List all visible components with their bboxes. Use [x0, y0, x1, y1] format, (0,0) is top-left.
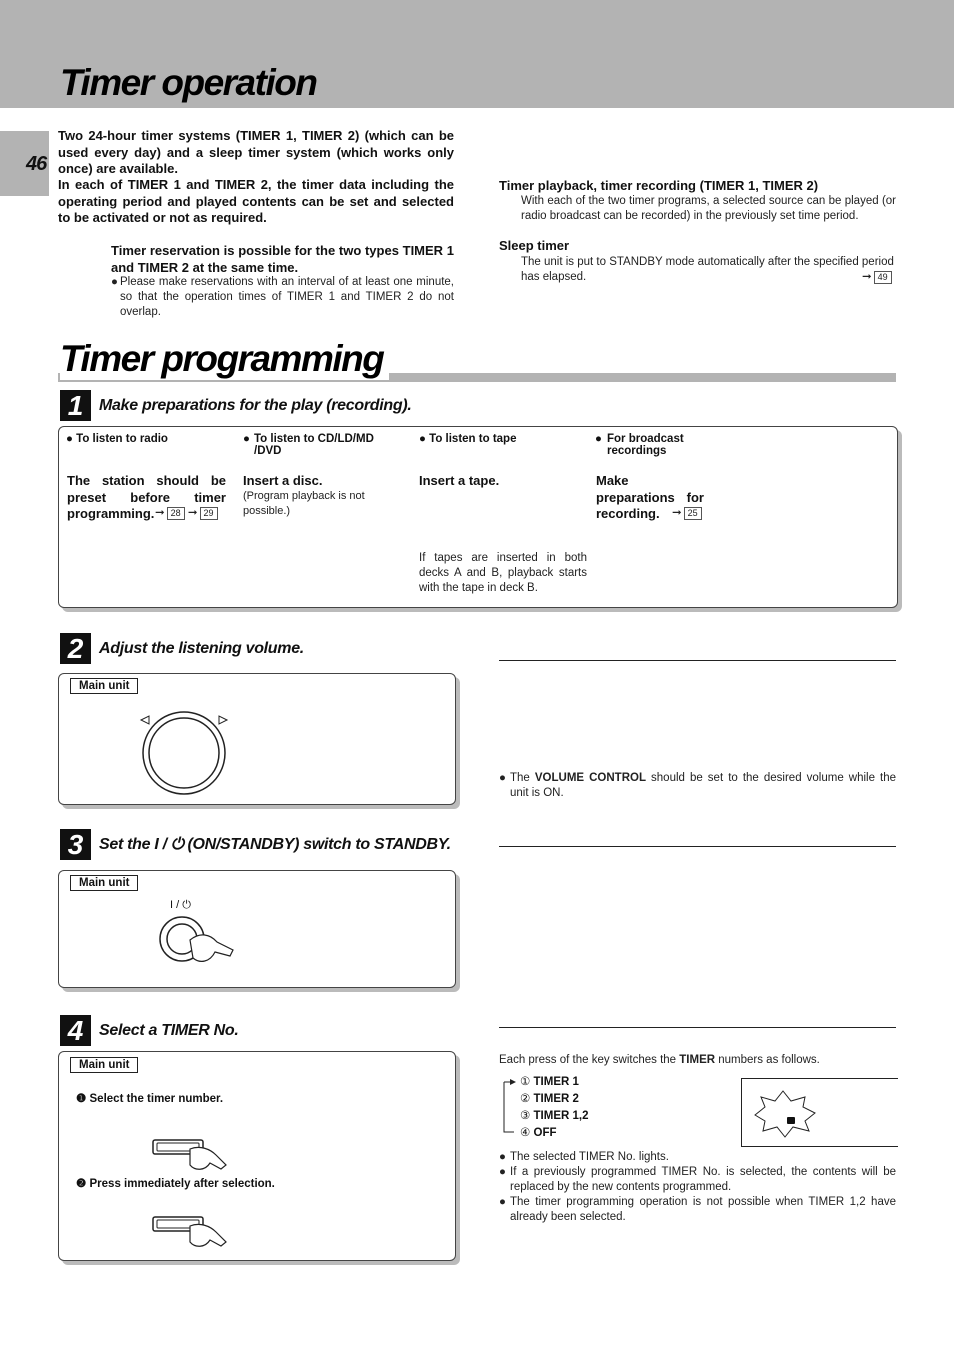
timer-key-hand-icon	[150, 1212, 235, 1254]
main-unit-label: Main unit	[70, 678, 138, 694]
page-title: Timer operation	[60, 62, 317, 103]
col-broadcast-ref: ➞ 25	[672, 506, 702, 521]
main-unit-label: Main unit	[70, 875, 138, 891]
bullet-item: ● The timer programming operation is not possible when TIMER 1,2 have already been selected.	[499, 1196, 896, 1223]
lit-indicator-icon	[747, 1089, 827, 1139]
reservation-note-text: Please make reservations with an interval of at least one minute, so that the operation times of TIMER 1 and TIMER 2 do not overlap.	[120, 276, 454, 318]
col-radio-head-text: To listen to radio	[76, 433, 168, 445]
col-broadcast-head: ● For broadcast recordings	[595, 433, 705, 457]
col-disc-head-text: To listen to CD/LD/MD /DVD	[254, 433, 374, 457]
step-4-sub-1	[76, 1091, 223, 1105]
sub-number: ❷	[76, 1178, 87, 1190]
col-radio-head: ● To listen to radio	[66, 433, 168, 445]
cycle-item: ② TIMER 2	[520, 1093, 579, 1105]
bullet-item: ● If a previously programmed TIMER No. is selected, the contents will be replaced by the new contents programmed.	[499, 1166, 896, 1193]
page-ref: 25	[684, 507, 702, 520]
page-number: 46	[26, 153, 47, 175]
step-4-sub-2	[76, 1176, 275, 1190]
col-disc-head: ● To listen to CD/LD/MD /DVD	[243, 433, 403, 457]
section-title: Timer programming	[60, 338, 389, 380]
col-broadcast-head-text: For broadcast recordings	[607, 433, 684, 457]
col-disc-body: Insert a disc.	[243, 473, 323, 488]
page-ref: 29	[200, 507, 218, 520]
cycle-arrow-icon	[500, 1076, 520, 1140]
step-4-number: 4	[60, 1015, 91, 1046]
timer-key-hand-icon	[150, 1135, 235, 1175]
text: numbers as follows.	[715, 1054, 820, 1066]
sub-number: ❶	[76, 1093, 87, 1105]
main-unit-label: Main unit	[70, 1057, 138, 1073]
volume-knob-icon	[135, 710, 235, 800]
intro-paragraph-2: In each of TIMER 1 and TIMER 2, the timer data including the operating period and played contents can be set and selected to be activated or not as required.	[58, 177, 454, 225]
cycle-item: ③ TIMER 1,2	[520, 1110, 589, 1122]
sleep-title: Sleep timer	[499, 238, 570, 253]
step-2-title: Adjust the listening volume.	[99, 640, 304, 657]
col-radio-body: The station should be preset before timer programming.	[67, 473, 226, 521]
sub-text: Select the timer number.	[89, 1093, 224, 1105]
step-4-title: Select a TIMER No.	[99, 1022, 239, 1039]
col-broadcast-body: Make preparations for recording.	[596, 473, 704, 521]
divider-line	[499, 1027, 896, 1028]
col-tape-body: Insert a tape.	[419, 473, 500, 488]
display-panel	[741, 1078, 898, 1147]
divider-line	[499, 846, 896, 847]
sleep-text: The unit is put to STANDBY mode automatically after the specified period has elapsed.	[521, 256, 894, 283]
step-1-number: 1	[60, 390, 91, 421]
note-text: The	[510, 772, 535, 784]
timer-cycle-list	[520, 1074, 588, 1142]
col-tape-note: If tapes are inserted in both decks A and B, playback starts with the tape in deck B.	[419, 552, 587, 594]
step-3-title: Set the I / ⏻ (ON/STANDBY) switch to STANDBY.	[99, 836, 451, 853]
sleep-ref: ➞ 49	[862, 270, 892, 285]
reservation-note	[111, 275, 454, 320]
bold-text: TIMER	[679, 1054, 716, 1066]
timer-text: With each of the two timer programs, a selected source can be played (or radio broadcast can be recorded) in the previously set time period.	[521, 195, 896, 222]
each-press-text	[499, 1053, 820, 1068]
bullet-icon: ●	[111, 276, 118, 288]
col-tape-head: ● To listen to tape	[419, 433, 517, 445]
note-bold: VOLUME CONTROL	[534, 772, 646, 784]
cycle-item: ④ OFF	[520, 1127, 557, 1139]
col-radio-refs: ➞ 28 ➞ 29	[155, 506, 218, 521]
bullet-item: ● The selected TIMER No. lights.	[499, 1151, 669, 1163]
cycle-item: ① TIMER 1	[520, 1076, 579, 1088]
divider-line	[499, 660, 896, 661]
reservation-title: Timer reservation is possible for the two types TIMER 1 and TIMER 2 at the same time.	[111, 243, 454, 275]
step-4-box	[58, 1051, 456, 1261]
step-2-note: ● The VOLUME CONTROL should be set to the desired volume while the unit is ON.	[499, 772, 897, 799]
standby-switch-label: I / ⏻	[170, 899, 191, 911]
page-ref: 28	[167, 507, 185, 520]
sub-text: Press immediately after selection.	[89, 1178, 275, 1190]
step-3-number: 3	[60, 829, 91, 860]
page-ref: 49	[874, 271, 892, 284]
text: Each press of the key switches the	[499, 1054, 680, 1066]
col-tape-head-text: To listen to tape	[429, 433, 517, 445]
note-text: should be set to the desired volume while the unit is ON.	[510, 772, 897, 799]
col-disc-note: (Program playback is not possible.)	[243, 490, 365, 517]
step-4-bullets	[499, 1150, 896, 1225]
intro-paragraph-1: Two 24-hour timer systems (TIMER 1, TIMER 2) (which can be used every day) and a sleep timer system (which works only once) are available.	[58, 128, 454, 176]
step-2-number: 2	[60, 633, 91, 664]
standby-button-hand-icon	[155, 912, 240, 967]
timer-title: Timer playback, timer recording (TIMER 1, TIMER 2)	[499, 178, 819, 193]
step-1-title: Make preparations for the play (recording).	[99, 397, 412, 414]
